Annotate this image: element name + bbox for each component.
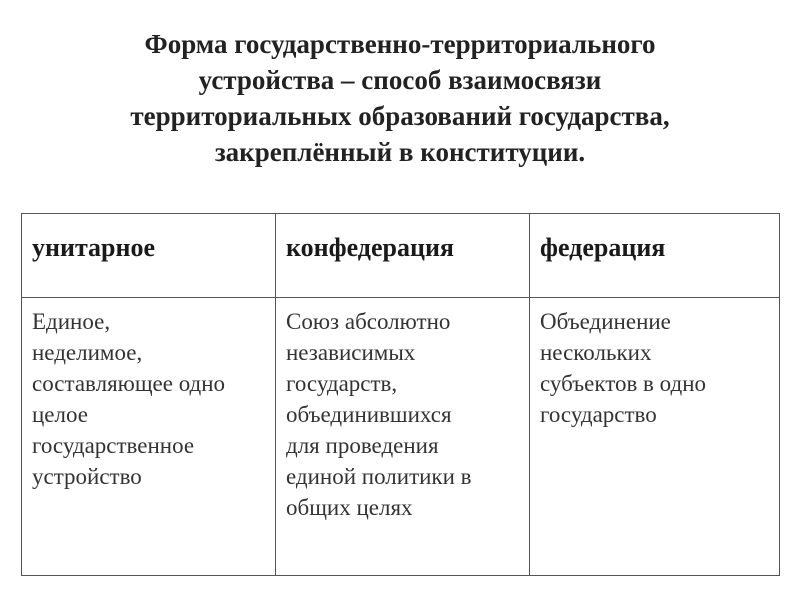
cell-line: объединившихся <box>286 402 452 427</box>
forms-table <box>21 213 780 576</box>
cell-line: общих целях <box>286 495 413 520</box>
cell-line: государство <box>540 402 657 427</box>
table-header-row <box>22 214 780 298</box>
cell-federation <box>530 298 780 576</box>
cell-confederation <box>276 298 530 576</box>
cell-line: для проведения <box>286 433 439 458</box>
title-line: Форма государственно-территориального <box>144 29 656 59</box>
cell-line: Союз абсолютно <box>286 309 451 334</box>
cell-line: Объединение <box>540 309 671 334</box>
cell-unitary <box>22 298 276 576</box>
cell-line: нескольких <box>540 340 652 365</box>
cell-line: целое <box>32 402 88 427</box>
cell-line: неделимое, <box>32 340 143 365</box>
header-unitary: унитарное <box>22 214 276 298</box>
title-line: закреплённый в конституции. <box>214 137 586 167</box>
page-title <box>40 26 760 170</box>
cell-line: устройство <box>32 464 142 489</box>
cell-line: независимых <box>286 340 416 365</box>
table-row <box>22 298 780 576</box>
cell-line: единой политики в <box>286 464 472 489</box>
cell-line: Единое, <box>32 309 111 334</box>
header-federation: федерация <box>530 214 780 298</box>
header-confederation: конфедерация <box>276 214 530 298</box>
title-line: территориальных образований государства, <box>130 101 670 131</box>
cell-line: государственное <box>32 433 195 458</box>
cell-line: субъектов в одно <box>540 371 707 396</box>
cell-line: государств, <box>286 371 398 396</box>
title-line: устройства – способ взаимосвязи <box>198 65 602 95</box>
cell-line: составляющее одно <box>32 371 226 396</box>
